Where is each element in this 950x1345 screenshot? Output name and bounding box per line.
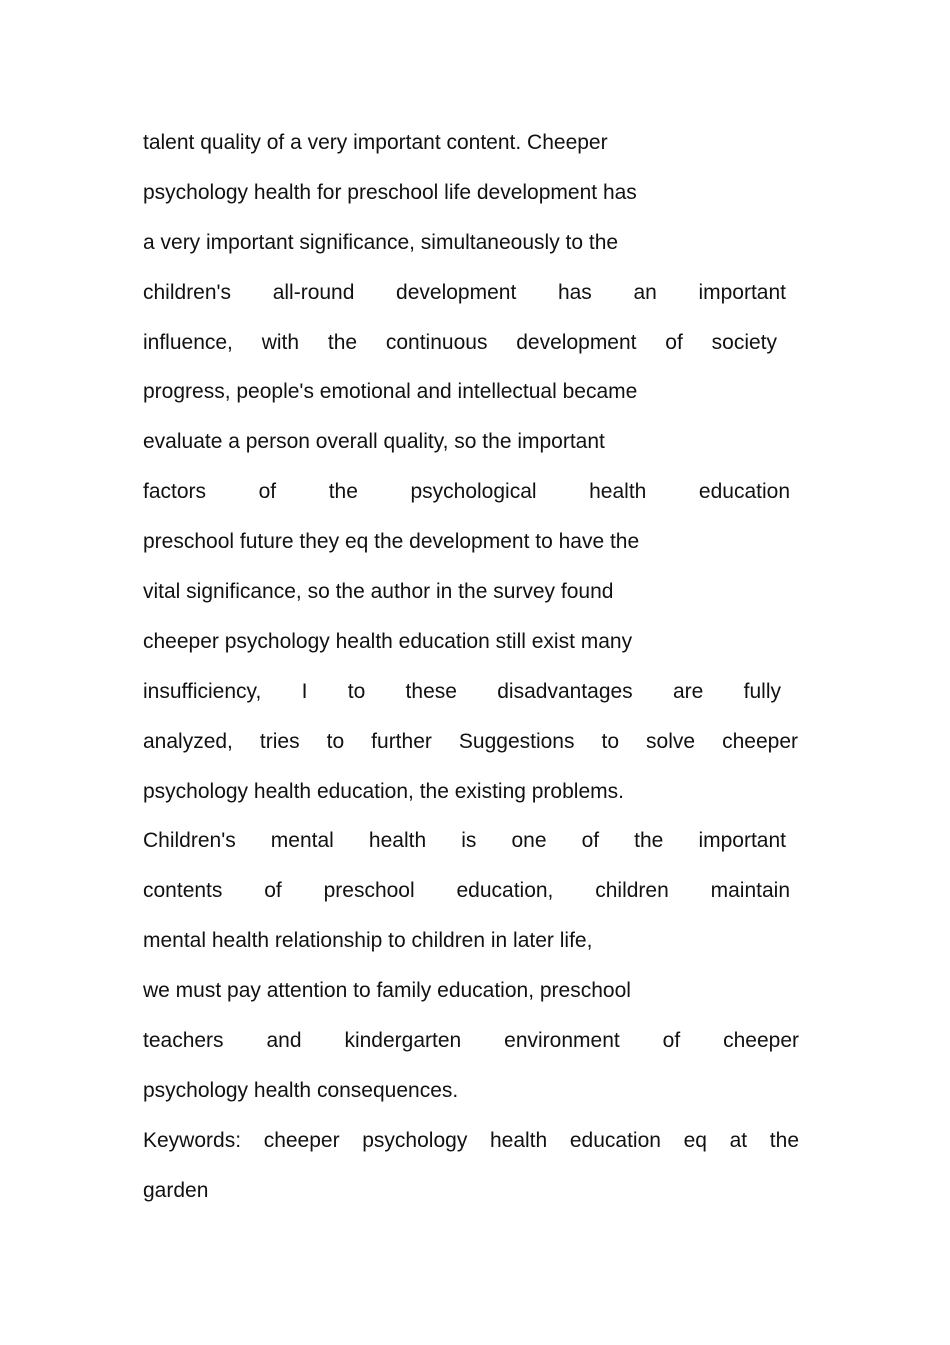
text-line: evaluate a person overall quality, so the important [143,430,605,454]
text-line: preschool future they eq the development to have the [143,530,640,554]
text-line: influence, with the continuous development of society [143,330,777,354]
text-line: teachers and kindergarten environment of cheeper [143,1029,799,1053]
text-line: talent quality of a very important content. Cheeper [143,131,608,154]
text-line: we must pay attention to family education, preschool [143,979,631,1003]
keywords-line-continued: garden [143,1178,209,1202]
text-line: psychology health for preschool life development has [143,180,637,204]
text-line: factors of the psychological health education [143,480,790,504]
text-line: Children's mental health is one of the important [143,829,786,853]
text-line: cheeper psychology health education still exist many [143,629,633,653]
text-line: psychology health consequences. [143,1078,459,1102]
text-line: a very important significance, simultaneously to the [143,230,619,254]
text-line: mental health relationship to children in later life, [143,929,593,953]
text-line: contents of preschool education, children maintain [143,879,790,903]
text-line: insufficiency, I to these disadvantages are fully [143,679,781,703]
text-line: psychology health education, the existing problems. [143,779,624,803]
text-line: vital significance, so the author in the survey found [143,580,614,604]
text-line: progress, people's emotional and intellectual became [143,380,638,404]
text-line: children's all-round development has an important [143,280,786,304]
text-line: analyzed, tries to further Suggestions to solve cheeper [143,729,798,753]
keywords-line: Keywords: cheeper psychology health education eq at the [143,1128,799,1152]
abstract-text [143,128,800,1226]
